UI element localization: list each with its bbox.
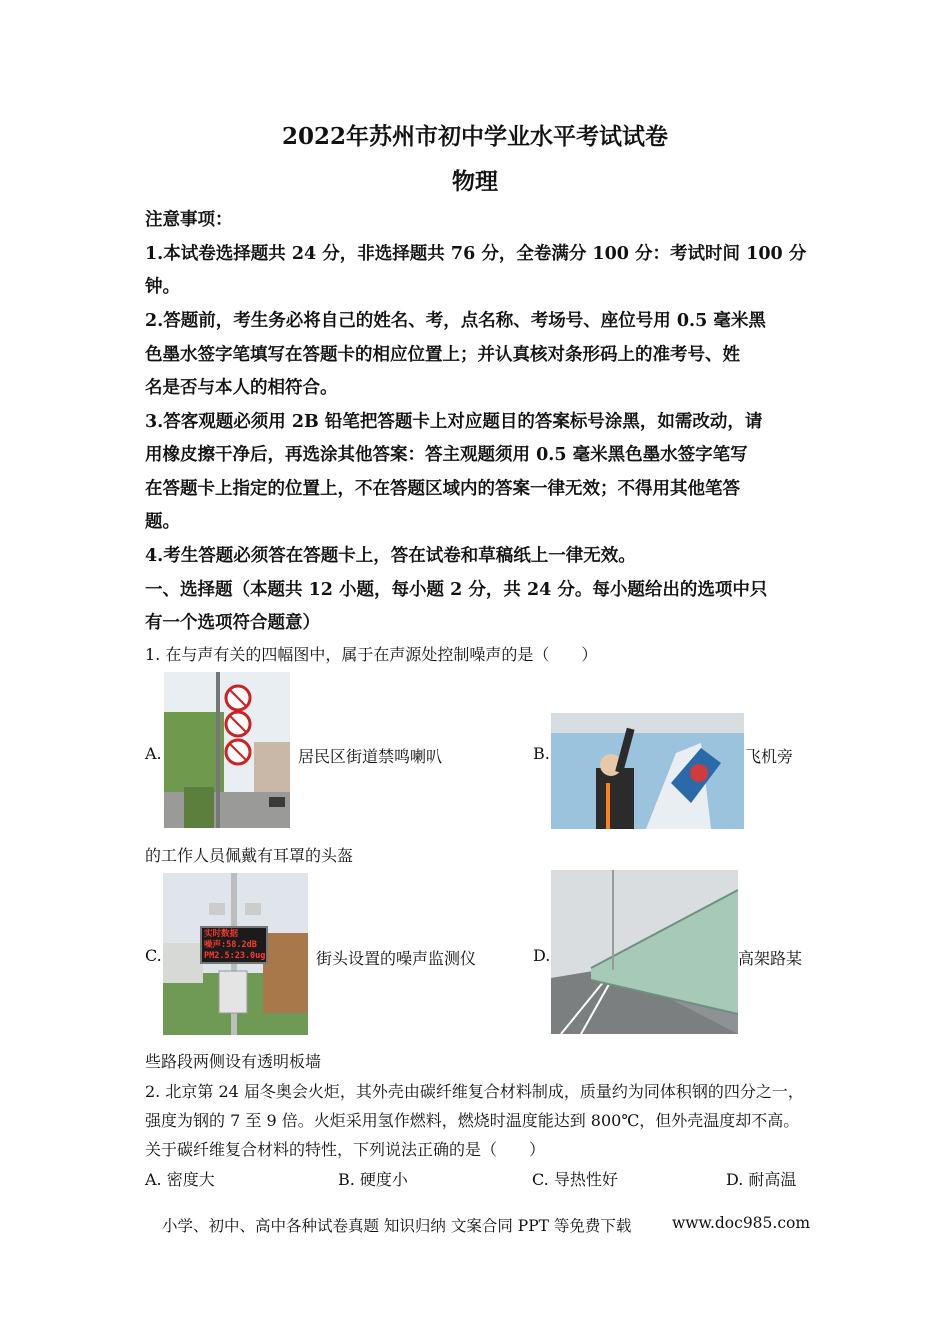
notice-line: 2.答题前，考生务必将自己的姓名、考，点名称、考场号、座位号用 0.5 毫米黑 xyxy=(145,311,766,331)
monitor-line: 实时数据 xyxy=(204,929,239,939)
q2-option-d: D. 耐高温 xyxy=(726,1170,797,1189)
section-heading-cont: 有一个选项符合题意） xyxy=(145,613,320,633)
question-1-stem: 1. 在与声有关的四幅图中，属于在声源处控制噪声的是（ ） xyxy=(145,645,598,664)
option-b-text: 飞机旁 xyxy=(745,747,794,766)
footer-text: 小学、初中、高中各种试卷真题 知识归纳 文案合同 PPT 等免费下载 xyxy=(162,1217,632,1235)
notice-heading: 注意事项： xyxy=(145,210,233,230)
option-c-text: 街头设置的噪声监测仪 xyxy=(316,949,477,968)
option-a-label: A. xyxy=(145,744,162,763)
monitor-line: PM2.5:23.0ug xyxy=(204,951,266,961)
notice-line: 用橡皮擦干净后，再选涂其他答案：答主观题须用 0.5 毫米黑色墨水签字笔写 xyxy=(145,445,748,465)
option-b-text-cont: 的工作人员佩戴有耳罩的头盔 xyxy=(145,846,354,865)
subject-title: 物理 xyxy=(452,168,498,195)
notice-line: 名是否与本人的相符合。 xyxy=(145,378,338,398)
q2-option-c: C. 导热性好 xyxy=(532,1170,618,1189)
ground-crew-photo xyxy=(551,713,744,829)
exam-title: 2022年苏州市初中学业水平考试试卷 xyxy=(281,123,668,150)
question-2-stem-cont: 强度为钢的 7 至 9 倍。火炬采用氢作燃料，燃烧时温度能达到 800℃，但外壳温度却不高。 xyxy=(145,1111,800,1130)
option-d-text: 高架路某 xyxy=(738,949,803,968)
option-d-label: D. xyxy=(533,946,551,965)
no-honking-street-photo xyxy=(164,672,290,828)
q2-option-a: A. 密度大 xyxy=(145,1170,215,1189)
option-c-label: C. xyxy=(145,946,162,965)
footer-site-link[interactable]: www.doc985.com xyxy=(672,1214,811,1232)
notice-line: 1.本试卷选择题共 24 分，非选择题共 76 分，全卷满分 100 分：考试时间 100 分 xyxy=(145,244,807,264)
notice-line: 钟。 xyxy=(145,277,180,297)
option-d-text-cont: 些路段两侧设有透明板墙 xyxy=(145,1052,322,1071)
transparent-barrier-photo xyxy=(551,870,738,1034)
notice-line: 色墨水签字笔填写在答题卡的相应位置上；并认真核对条形码上的准考号、姓 xyxy=(145,345,740,365)
notice-line: 3.答客观题必须用 2B 铅笔把答题卡上对应题目的答案标号涂黑，如需改动，请 xyxy=(145,412,763,432)
question-2-stem: 2. 北京第 24 届冬奥会火炬，其外壳由碳纤维复合材料制成，质量约为同体积钢的四分之一， xyxy=(145,1082,804,1101)
notice-line: 在答题卡上指定的位置上，不在答题区域内的答案一律无效；不得用其他笔答 xyxy=(145,479,740,499)
question-2-stem-cont: 关于碳纤维复合材料的特性，下列说法正确的是（ ） xyxy=(145,1140,546,1159)
monitor-line: 噪声:58.2dB xyxy=(204,940,257,950)
q2-option-b: B. 硬度小 xyxy=(338,1170,408,1189)
noise-monitor-display xyxy=(204,929,265,962)
option-b-label: B. xyxy=(533,744,550,763)
notice-line: 4.考生答题必须答在答题卡上，答在试卷和草稿纸上一律无效。 xyxy=(145,546,636,566)
section-heading: 一、选择题（本题共 12 小题，每小题 2 分，共 24 分。每小题给出的选项中只 xyxy=(145,580,768,600)
option-a-text: 居民区街道禁鸣喇叭 xyxy=(298,747,443,766)
notice-line: 题。 xyxy=(145,512,180,532)
